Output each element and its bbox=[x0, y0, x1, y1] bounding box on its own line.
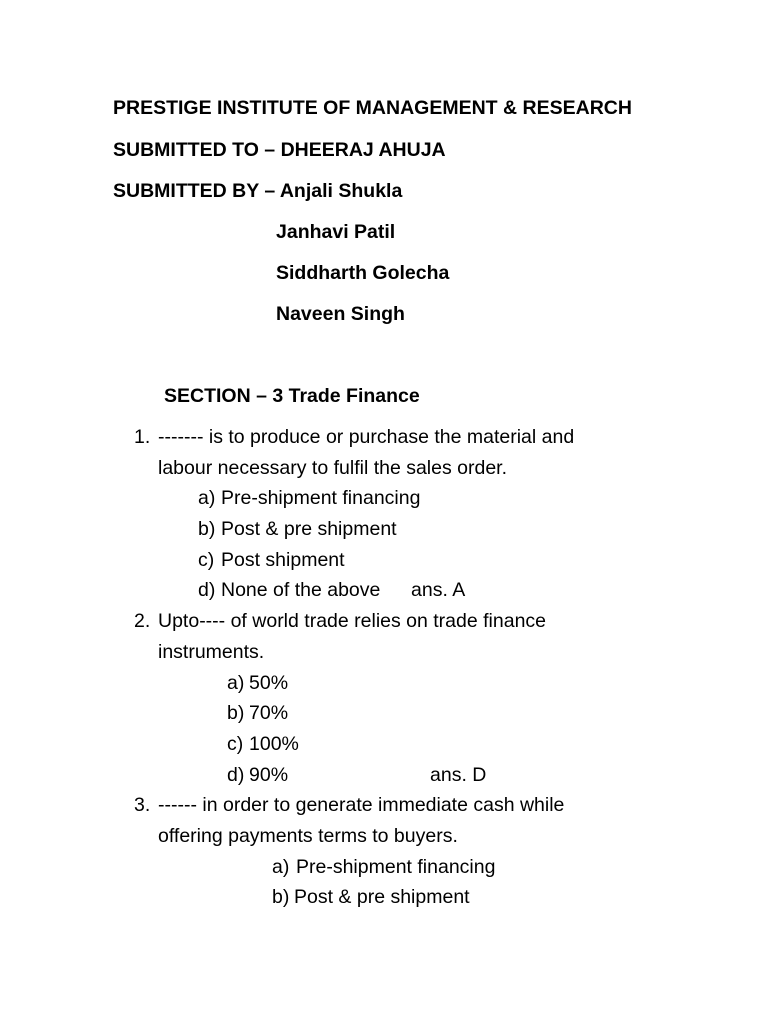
option-letter: b) bbox=[272, 886, 290, 908]
option-text: Pre-shipment financing bbox=[221, 487, 421, 509]
option-text: 100% bbox=[249, 733, 299, 755]
question-text: instruments. bbox=[158, 641, 265, 663]
question-number: 2. bbox=[134, 610, 151, 632]
option-letter: a) bbox=[227, 672, 245, 694]
option-letter: a) bbox=[272, 856, 290, 878]
question-text: ------- is to produce or purchase the material and bbox=[158, 426, 575, 448]
question-text: Upto---- of world trade relies on trade finance bbox=[158, 610, 547, 632]
institute-name: PRESTIGE INSTITUTE OF MANAGEMENT & RESEARCH bbox=[113, 97, 632, 119]
member-name: Janhavi Patil bbox=[276, 221, 396, 243]
option-text: Post & pre shipment bbox=[294, 886, 470, 908]
member-name: Naveen Singh bbox=[276, 303, 405, 325]
submitted-to: SUBMITTED TO – DHEERAJ AHUJA bbox=[113, 139, 446, 161]
option-letter: a) bbox=[198, 487, 216, 509]
question-number: 1. bbox=[134, 426, 151, 448]
question-text: ------ in order to generate immediate cash while bbox=[158, 794, 565, 816]
option-letter: d) bbox=[198, 579, 216, 601]
option-text: None of the above bbox=[221, 579, 381, 601]
option-text: 90% bbox=[249, 764, 289, 786]
option-text: Post & pre shipment bbox=[221, 518, 397, 540]
question-text: labour necessary to fulfil the sales order. bbox=[158, 457, 508, 479]
question-number: 3. bbox=[134, 794, 151, 816]
option-letter: c) bbox=[198, 549, 215, 571]
option-letter: b) bbox=[227, 702, 245, 724]
option-letter: b) bbox=[198, 518, 216, 540]
section-title: SECTION – 3 Trade Finance bbox=[164, 385, 420, 407]
option-letter: d) bbox=[227, 764, 245, 786]
option-text: 50% bbox=[249, 672, 289, 694]
option-text: Pre-shipment financing bbox=[296, 856, 496, 878]
question-text: offering payments terms to buyers. bbox=[158, 825, 458, 847]
option-letter: c) bbox=[227, 733, 244, 755]
answer-label: ans. D bbox=[430, 764, 487, 786]
option-text: Post shipment bbox=[221, 549, 345, 571]
option-text: 70% bbox=[249, 702, 289, 724]
answer-label: ans. A bbox=[411, 579, 466, 601]
submitted-by: SUBMITTED BY – Anjali Shukla bbox=[113, 180, 403, 202]
member-name: Siddharth Golecha bbox=[276, 262, 450, 284]
